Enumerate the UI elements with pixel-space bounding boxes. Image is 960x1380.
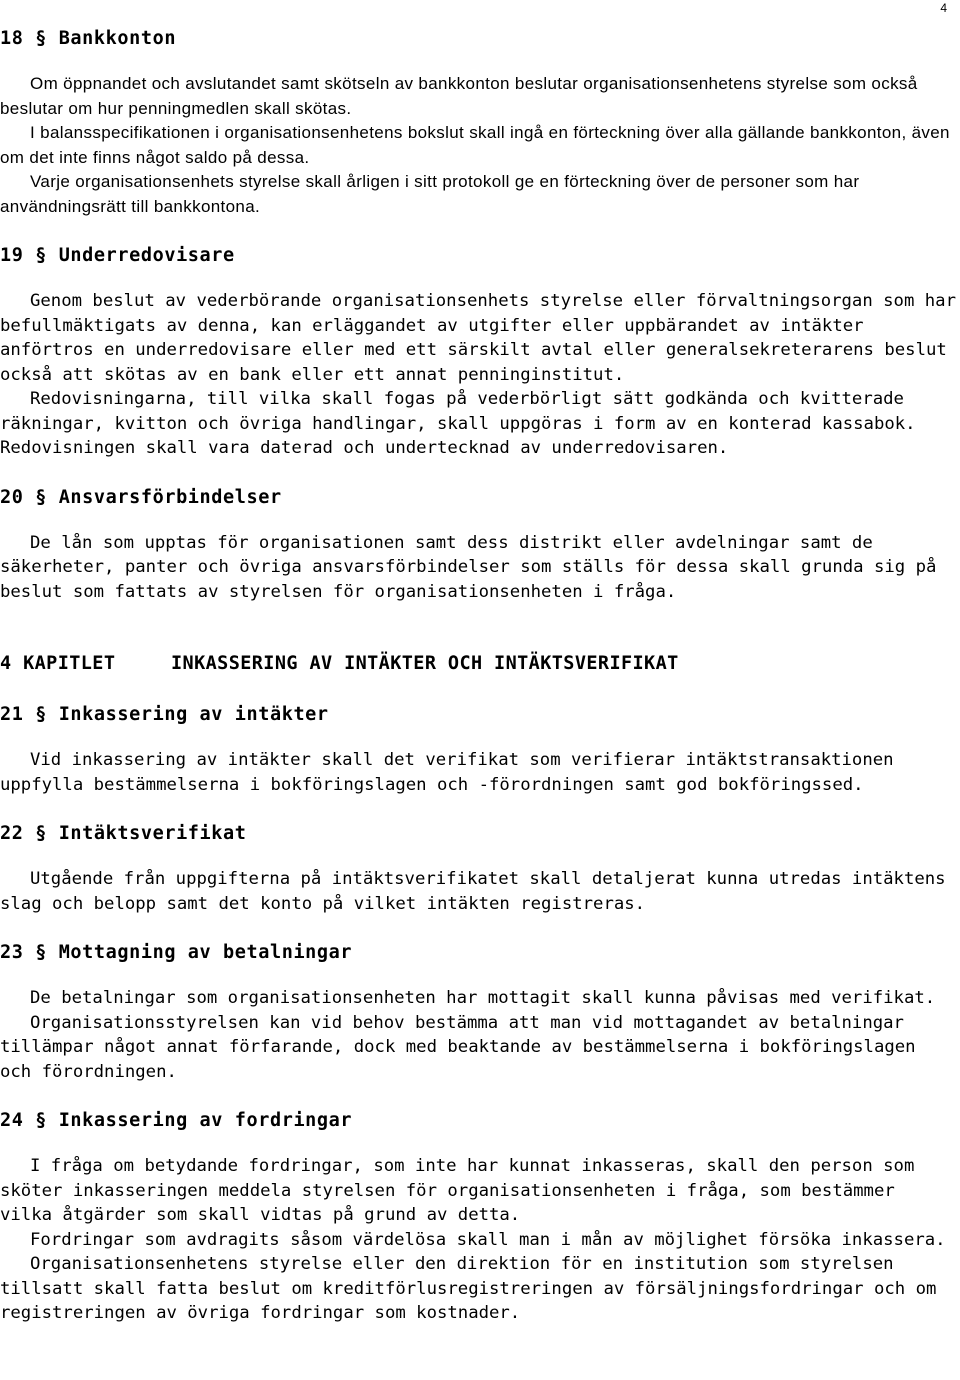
section-22-paragraph-1: Utgående från uppgifterna på intäktsverifikatet skall detaljerat kunna utredas intäktens slag och belopp samt det konto på vilket intäkten registreras. [0,869,946,914]
section-24-body [0,1154,956,1326]
section-19-body [0,289,956,461]
section-22-body [0,867,956,916]
section-19-paragraph-1: Genom beslut av vederbörande organisationsenhets styrelse eller förvaltningsorgan som har befullmäktigats av denna, kan erläggandet av utgifter eller uppbärandet av intäkter anförtros en underredovisare eller med ett särskilt avtal eller generalsekreterarens beslut också att skötas av en bank eller ett annat penninginstitut. [0,291,956,385]
section-19-paragraph-2: Redovisningarna, till vilka skall fogas på vederbörligt sätt godkända och kvitterade räkningar, kvitton och övriga handlingar, skall uppgöras i form av en konterad kassabok. Redovisningen skall vara daterad och undertecknad av underredovisaren. [0,389,916,458]
section-20-body [0,531,956,605]
section-21-body [0,748,956,797]
section-24-paragraph-2: Fordringar som avdragits såsom värdelösa skall man i mån av möjlighet försöka inkassera. [30,1229,946,1250]
section-18-paragraph-1: Om öppnandet och avslutandet samt skötseln av bankkonton beslutar organisationsenhetens styrelse som också beslutar om hur penningmedlen skall skötas. [0,74,918,118]
section-heading-22: 22 § Intäktsverifikat [0,823,247,844]
section-heading-23: 23 § Mottagning av betalningar [0,942,353,963]
section-heading-24: 24 § Inkassering av fordringar [0,1110,353,1131]
section-heading-21: 21 § Inkassering av intäkter [0,704,329,725]
section-23-paragraph-1: De betalningar som organisationsenheten har mottagit skall kunna påvisas med verifikat. [30,988,936,1008]
section-18-body [0,72,956,219]
page-number: 4 [940,1,947,15]
section-23-body [0,986,956,1084]
section-18-paragraph-3: Varje organisationsenhets styrelse skall årligen i sitt protokoll ge en förteckning över de personer som har användningsrätt till bankkontona. [0,172,860,216]
document-body [0,26,956,1326]
section-heading-18: 18 § Bankkonton [0,28,177,49]
chapter-heading [0,651,956,676]
section-21-paragraph-1: Vid inkassering av intäkter skall det verifikat som verifierar intäktstransaktionen uppfylla bestämmelserna i bokföringslagen och -förordningen samt god bokföringssed. [0,750,894,795]
section-24-paragraph-1: I fråga om betydande fordringar, som inte har kunnat inkasseras, skall den person som sköter inkasseringen meddela styrelsen för organisationsenheten i fråga, som bestämmer vilka åtgärder som skall vidtas på grund av detta. [0,1156,915,1225]
section-24-paragraph-3: Organisationsenhetens styrelse eller den direktion för en institution som styrelsen tillsatt skall fatta beslut om kreditförlusregistreringen av försäljningsfordringar och om registreringen av övriga fordringar som kostnader. [0,1254,937,1323]
chapter-title: INKASSERING AV INTÄKTER OCH INTÄKTSVERIFIKAT [171,653,679,674]
section-23-paragraph-2: Organisationsstyrelsen kan vid behov bestämma att man vid mottagandet av betalningar tillämpar något annat förfarande, dock med beaktande av bestämmelserna i bokföringslagen och förordningen. [0,1012,916,1082]
section-20-paragraph-1: De lån som upptas för organisationen samt dess distrikt eller avdelningar samt de säkerheter, panter och övriga ansvarsförbindelser som ställs för dessa skall grunda sig på beslut som fattats av styrelsen för organisationsenheten i fråga. [0,532,937,602]
section-heading-20: 20 § Ansvarsförbindelser [0,486,282,508]
chapter-number: 4 KAPITLET [0,653,116,674]
section-heading-19: 19 § Underredovisare [0,245,235,266]
section-18-paragraph-2: I balansspecifikationen i organisationsenhetens bokslut skall ingå en förteckning över alla gällande bankkonton, även om det inte finns något saldo på dessa. [0,123,950,167]
